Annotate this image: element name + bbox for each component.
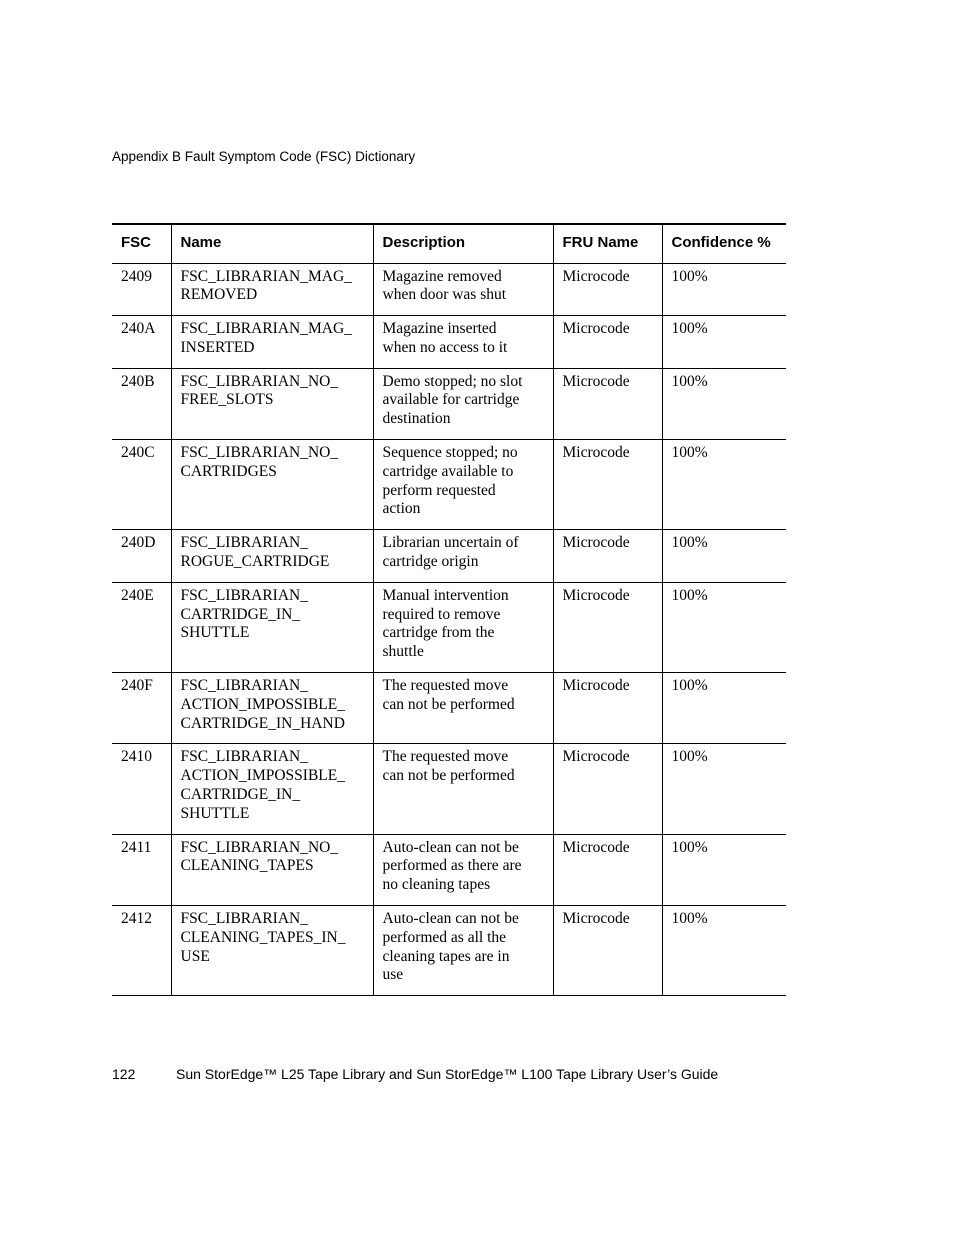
description-cell-line: performed as all the xyxy=(382,928,507,946)
description-cell-line: available for cartridge xyxy=(382,391,520,409)
confidence-cell: 100% xyxy=(662,440,786,530)
description-cell-line: cartridge from the xyxy=(382,624,495,642)
description-cell-line: Demo stopped; no slot xyxy=(382,372,523,390)
description-cell-line: can not be performed xyxy=(382,695,515,713)
fsc-code-cell: 2410 xyxy=(112,744,171,834)
name-cell-line: FSC_LIBRARIAN_MAG_ xyxy=(180,320,352,338)
name-cell-line: CARTRIDGE_IN_ xyxy=(180,605,301,623)
description-cell xyxy=(373,316,553,369)
description-cell-line: no cleaning tapes xyxy=(382,876,491,894)
column-header-confidence: Confidence % xyxy=(662,224,786,263)
column-header-name: Name xyxy=(171,224,373,263)
fsc-table xyxy=(112,223,786,996)
confidence-cell: 100% xyxy=(662,744,786,834)
description-cell-line: Sequence stopped; no xyxy=(382,444,518,462)
name-cell-line: CARTRIDGES xyxy=(180,462,277,480)
description-cell-line: cleaning tapes are in xyxy=(382,947,510,965)
confidence-cell: 100% xyxy=(662,368,786,439)
fsc-code-cell: 240A xyxy=(112,316,171,369)
description-cell-line: performed as there are xyxy=(382,857,522,875)
description-cell xyxy=(373,834,553,905)
column-header-description: Description xyxy=(373,224,553,263)
description-cell-line: when door was shut xyxy=(382,286,507,304)
column-header-fsc: FSC xyxy=(112,224,171,263)
description-cell-line: when no access to it xyxy=(382,338,508,356)
name-cell-line: FSC_LIBRARIAN_NO_ xyxy=(180,444,339,462)
fsc-code-cell: 240D xyxy=(112,530,171,583)
name-cell-line: ROGUE_CARTRIDGE xyxy=(180,553,330,571)
running-header: Appendix B Fault Symptom Code (FSC) Dictionary xyxy=(112,149,416,164)
table-row xyxy=(112,530,786,583)
fru-name-cell: Microcode xyxy=(553,582,662,672)
description-cell-line: Magazine removed xyxy=(382,267,502,285)
description-cell-line: can not be performed xyxy=(382,767,515,785)
description-cell xyxy=(373,906,553,996)
description-cell-line: Manual intervention xyxy=(382,586,509,604)
guide-title: Sun StorEdge™ L25 Tape Library and Sun StorEdge™ L100 Tape Library User’s Guide xyxy=(176,1066,719,1082)
description-cell-line: use xyxy=(382,966,404,984)
name-cell-line: USE xyxy=(180,947,210,965)
confidence-cell: 100% xyxy=(662,316,786,369)
description-cell xyxy=(373,744,553,834)
name-cell-line: FSC_LIBRARIAN_ xyxy=(180,910,308,928)
fsc-code-cell: 240E xyxy=(112,582,171,672)
name-cell-line: FSC_LIBRARIAN_NO_ xyxy=(180,838,339,856)
description-cell-line: required to remove xyxy=(382,605,501,623)
name-cell-line: SHUTTLE xyxy=(180,624,250,642)
name-cell xyxy=(171,368,373,439)
description-cell xyxy=(373,263,553,316)
name-cell xyxy=(171,673,373,744)
fsc-code-cell: 2411 xyxy=(112,834,171,905)
description-cell-line: Librarian uncertain of xyxy=(382,534,519,552)
name-cell-line: FSC_LIBRARIAN_ xyxy=(180,748,308,766)
description-cell-line: action xyxy=(382,500,421,518)
table-body xyxy=(112,263,786,996)
name-cell xyxy=(171,834,373,905)
name-cell-line: CLEANING_TAPES xyxy=(180,857,314,875)
page-number: 122 xyxy=(112,1066,136,1082)
fru-name-cell: Microcode xyxy=(553,530,662,583)
name-cell-line: FSC_LIBRARIAN_ xyxy=(180,677,308,695)
name-cell xyxy=(171,744,373,834)
fsc-code-cell: 240B xyxy=(112,368,171,439)
description-cell xyxy=(373,530,553,583)
description-cell xyxy=(373,673,553,744)
column-header-fru-name: FRU Name xyxy=(553,224,662,263)
name-cell-line: FREE_SLOTS xyxy=(180,391,274,409)
confidence-cell: 100% xyxy=(662,582,786,672)
confidence-cell: 100% xyxy=(662,530,786,583)
confidence-cell: 100% xyxy=(662,834,786,905)
fsc-code-cell: 2412 xyxy=(112,906,171,996)
table-row xyxy=(112,440,786,530)
name-cell xyxy=(171,263,373,316)
table-row xyxy=(112,906,786,996)
name-cell xyxy=(171,906,373,996)
table-row xyxy=(112,263,786,316)
fru-name-cell: Microcode xyxy=(553,263,662,316)
name-cell xyxy=(171,582,373,672)
fru-name-cell: Microcode xyxy=(553,368,662,439)
name-cell-line: FSC_LIBRARIAN_ xyxy=(180,586,308,604)
description-cell-line: Magazine inserted xyxy=(382,320,497,338)
fru-name-cell: Microcode xyxy=(553,906,662,996)
description-cell-line: The requested move xyxy=(382,748,509,766)
name-cell-line: FSC_LIBRARIAN_MAG_ xyxy=(180,267,352,285)
fru-name-cell: Microcode xyxy=(553,440,662,530)
description-cell-line: shuttle xyxy=(382,643,424,661)
description-cell xyxy=(373,582,553,672)
description-cell xyxy=(373,368,553,439)
name-cell-line: INSERTED xyxy=(180,338,255,356)
table-row xyxy=(112,834,786,905)
fsc-code-cell: 240F xyxy=(112,673,171,744)
table-row xyxy=(112,316,786,369)
name-cell xyxy=(171,440,373,530)
description-cell-line: Auto-clean can not be xyxy=(382,910,519,928)
table-row xyxy=(112,673,786,744)
description-cell-line: The requested move xyxy=(382,677,509,695)
confidence-cell: 100% xyxy=(662,263,786,316)
fsc-code-cell: 2409 xyxy=(112,263,171,316)
description-cell-line: cartridge origin xyxy=(382,553,479,571)
table-row xyxy=(112,744,786,834)
fru-name-cell: Microcode xyxy=(553,744,662,834)
description-cell-line: cartridge available to xyxy=(382,462,514,480)
name-cell-line: CARTRIDGE_IN_HAND xyxy=(180,714,345,732)
description-cell-line: destination xyxy=(382,410,451,428)
fru-name-cell: Microcode xyxy=(553,673,662,744)
name-cell-line: SHUTTLE xyxy=(180,804,250,822)
fru-name-cell: Microcode xyxy=(553,834,662,905)
name-cell xyxy=(171,316,373,369)
name-cell-line: ACTION_IMPOSSIBLE_ xyxy=(180,695,345,713)
name-cell xyxy=(171,530,373,583)
name-cell-line: CARTRIDGE_IN_ xyxy=(180,786,301,804)
fru-name-cell: Microcode xyxy=(553,316,662,369)
description-cell-line: Auto-clean can not be xyxy=(382,838,519,856)
confidence-cell: 100% xyxy=(662,906,786,996)
name-cell-line: CLEANING_TAPES_IN_ xyxy=(180,928,346,946)
name-cell-line: FSC_LIBRARIAN_NO_ xyxy=(180,372,339,390)
name-cell-line: ACTION_IMPOSSIBLE_ xyxy=(180,767,345,785)
table-row xyxy=(112,368,786,439)
table-header-row xyxy=(112,224,786,263)
confidence-cell: 100% xyxy=(662,673,786,744)
table-row xyxy=(112,582,786,672)
name-cell-line: REMOVED xyxy=(180,286,258,304)
description-cell-line: perform requested xyxy=(382,481,496,499)
description-cell xyxy=(373,440,553,530)
name-cell-line: FSC_LIBRARIAN_ xyxy=(180,534,308,552)
fsc-code-cell: 240C xyxy=(112,440,171,530)
